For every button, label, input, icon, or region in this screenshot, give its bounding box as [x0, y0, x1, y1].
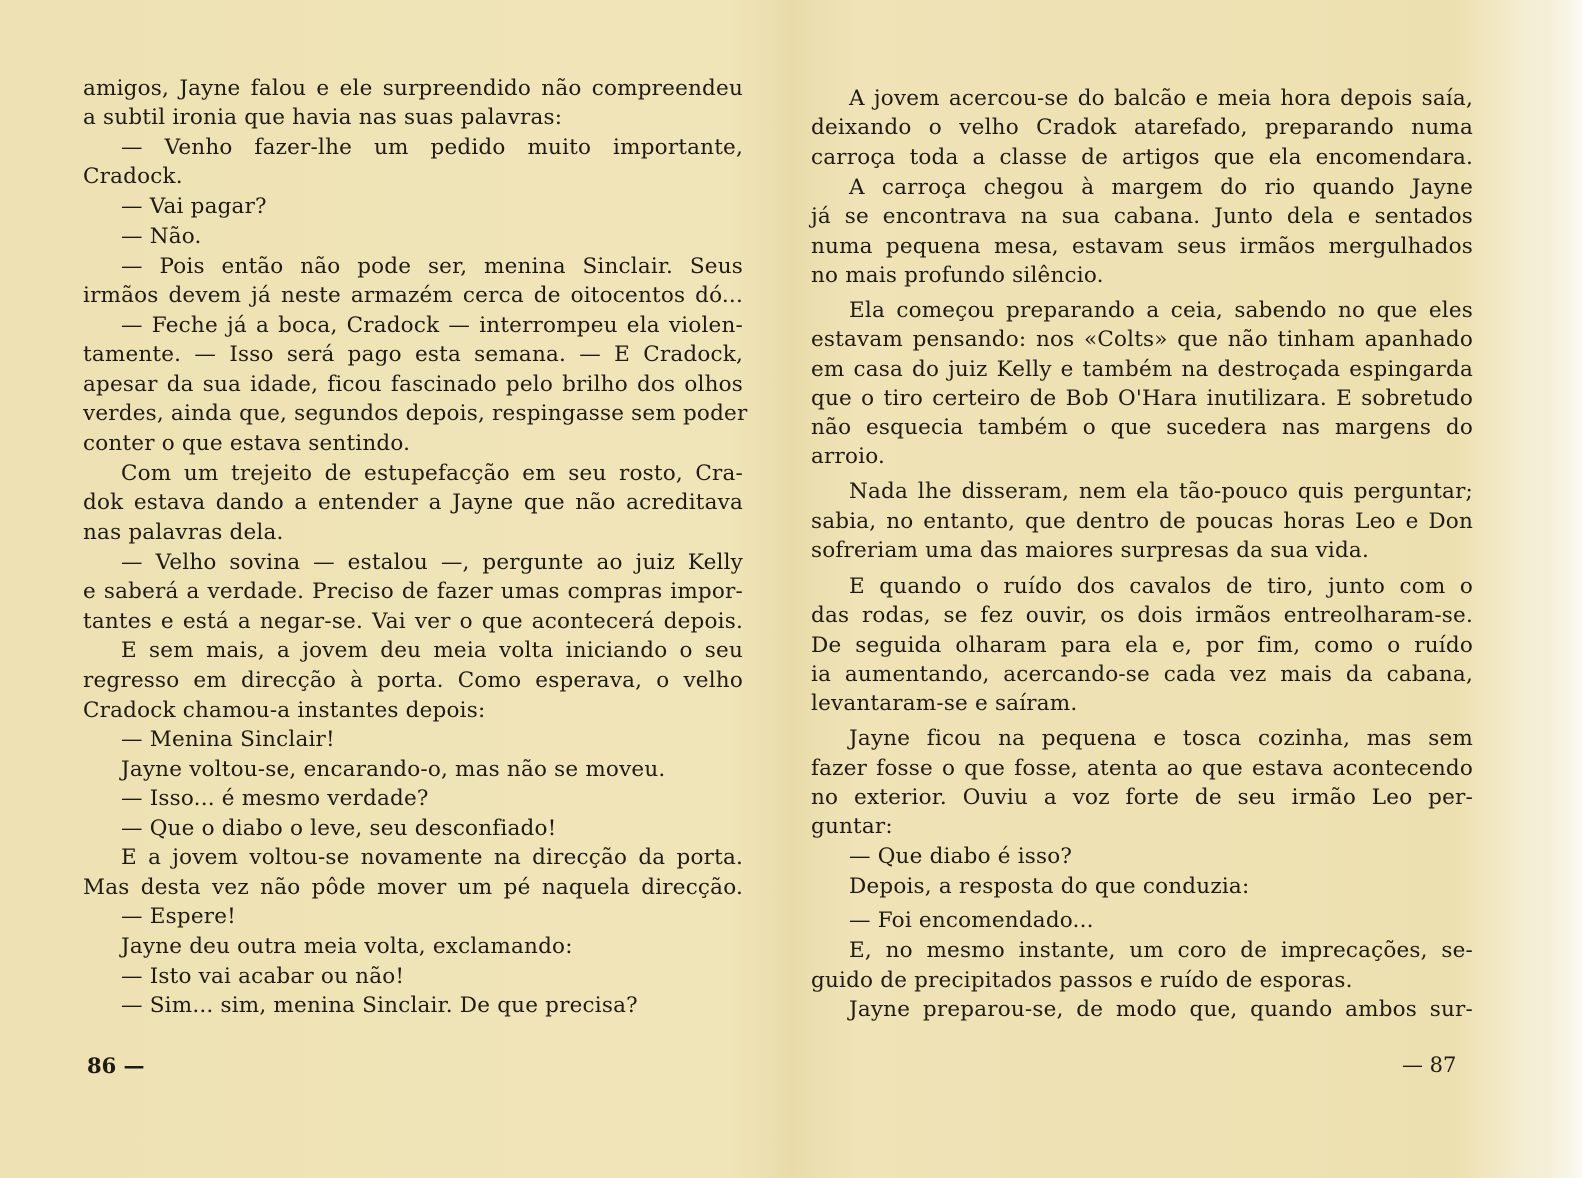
right-line-10: em casa do juiz Kelly e também na destroçada espingarda [811, 357, 1473, 382]
right-line-8: Ela começou preparando a ceia, sabendo no que eles [849, 298, 1473, 323]
left-line-32: — Sim... sim, menina Sinclair. De que precisa? [121, 993, 638, 1018]
left-line-26: — Que o diabo o leve, seu desconfiado! [121, 816, 557, 841]
right-line-13: arroio. [811, 444, 885, 469]
left-line-18: e saberá a verdade. Preciso de fazer umas compras impor- [83, 579, 743, 604]
right-line-31: Jayne preparou-se, de modo que, quando ambos sur- [849, 997, 1473, 1022]
left-line-4: Cradock. [83, 164, 183, 189]
right-line-1: A jovem acercou-se do balcão e meia hora depois saía, [849, 86, 1473, 111]
right-line-9: estavam pensando: nos «Colts» que não tinham apanhado [811, 327, 1473, 352]
left-line-3: — Venho fazer-lhe um pedido muito importante, [121, 135, 743, 160]
right-line-20: ia aumentando, acercando-se cada vez mais da cabana, [811, 662, 1473, 687]
left-line-13: conter o que estava sentindo. [83, 431, 411, 456]
right-line-22: Jayne ficou na pequena e tosca cozinha, mas sem [849, 726, 1473, 751]
right-line-12: não esquecia também o que sucedera nas margens do [811, 415, 1473, 440]
right-line-26: — Que diabo é isso? [849, 844, 1073, 869]
right-line-4: A carroça chegou à margem do rio quando Jayne [849, 175, 1473, 200]
left-line-23: — Menina Sinclair! [121, 727, 335, 752]
right-line-14: Nada lhe disseram, nem ela tão-pouco quis perguntar; [849, 479, 1473, 504]
left-line-27: E a jovem voltou-se novamente na direcção da porta. [121, 845, 743, 870]
left-line-8: irmãos devem já neste armazém cerca de oitocentos dó... [83, 283, 743, 308]
left-line-20: E sem mais, a jovem deu meia volta iniciando o seu [121, 638, 743, 663]
left-line-24: Jayne voltou-se, encarando-o, mas não se moveu. [121, 757, 666, 782]
right-page-number: — 87 [1402, 1053, 1457, 1077]
left-line-12: verdes, ainda que, segundos depois, respingasse sem poder [83, 401, 748, 426]
right-line-21: levantaram-se e saíram. [811, 691, 1078, 716]
left-line-1: amigos, Jayne falou e ele surpreendido não compreendeu [83, 76, 743, 101]
right-line-29: E, no mesmo instante, um coro de imprecações, se- [849, 938, 1473, 963]
right-line-15: sabia, no entanto, que dentro de poucas horas Leo e Don [811, 509, 1473, 534]
right-line-2: deixando o velho Cradok atarefado, preparando numa [811, 115, 1473, 140]
right-line-27: Depois, a resposta do que conduzia: [849, 874, 1250, 899]
page-edge-shadow [1522, 0, 1582, 1178]
right-line-3: carroça toda a classe de artigos que ela encomendara. [811, 145, 1473, 170]
right-line-16: sofreriam uma das maiores surpresas da sua vida. [811, 538, 1369, 563]
left-page-number: 86 — [87, 1053, 145, 1078]
left-line-21: regresso em direcção à porta. Como esperava, o velho [83, 668, 743, 693]
left-line-2: a subtil ironia que havia nas suas palavras: [83, 105, 563, 130]
right-line-23: fazer fosse o que fosse, atenta ao que estava acontecendo [811, 756, 1473, 781]
left-line-10: tamente. — Isso será pago esta semana. — E Cradock, [83, 342, 743, 367]
left-line-22: Cradock chamou-a instantes depois: [83, 698, 486, 723]
left-line-15: dok estava dando a entender a Jayne que não acreditava [83, 490, 743, 515]
right-line-18: das rodas, se fez ouvir, os dois irmãos entreolharam-se. [811, 603, 1473, 628]
left-line-17: — Velho sovina — estalou —, pergunte ao juiz Kelly [121, 550, 743, 575]
right-line-28: — Foi encomendado... [849, 908, 1094, 933]
left-line-31: — Isto vai acabar ou não! [121, 964, 405, 989]
left-line-9: — Feche já a boca, Cradock — interrompeu ela violen- [121, 313, 743, 338]
left-line-7: — Pois então não pode ser, menina Sinclair. Seus [121, 254, 743, 279]
right-line-17: E quando o ruído dos cavalos de tiro, junto com o [849, 574, 1473, 599]
right-line-7: no mais profundo silêncio. [811, 263, 1104, 288]
right-line-24: no exterior. Ouviu a voz forte de seu irmão Leo per- [811, 785, 1473, 810]
left-line-14: Com um trejeito de estupefacção em seu rosto, Cra- [121, 461, 743, 486]
left-line-25: — Isso... é mesmo verdade? [121, 786, 429, 811]
left-line-6: — Não. [121, 224, 202, 249]
left-line-28: Mas desta vez não pôde mover um pé naquela direcção. [83, 875, 743, 900]
right-line-5: já se encontrava na sua cabana. Junto dela e sentados [811, 204, 1473, 229]
right-line-25: guntar: [811, 814, 893, 839]
left-line-16: nas palavras dela. [83, 520, 284, 545]
right-line-30: guido de precipitados passos e ruído de esporas. [811, 968, 1353, 993]
left-line-19: tantes e está a negar-se. Vai ver o que acontecerá depois. [83, 609, 743, 634]
left-line-11: apesar da sua idade, ficou fascinado pelo brilho dos olhos [83, 372, 743, 397]
left-line-30: Jayne deu outra meia volta, exclamando: [121, 934, 573, 959]
right-line-19: De seguida olharam para ela e, por fim, como o ruído [811, 633, 1473, 658]
right-line-11: que o tiro certeiro de Bob O'Hara inutilizara. E sobretudo [811, 386, 1473, 411]
right-line-6: numa pequena mesa, estavam seus irmãos mergulhados [811, 234, 1473, 259]
left-line-29: — Espere! [121, 904, 236, 929]
left-line-5: — Vai pagar? [121, 194, 267, 219]
